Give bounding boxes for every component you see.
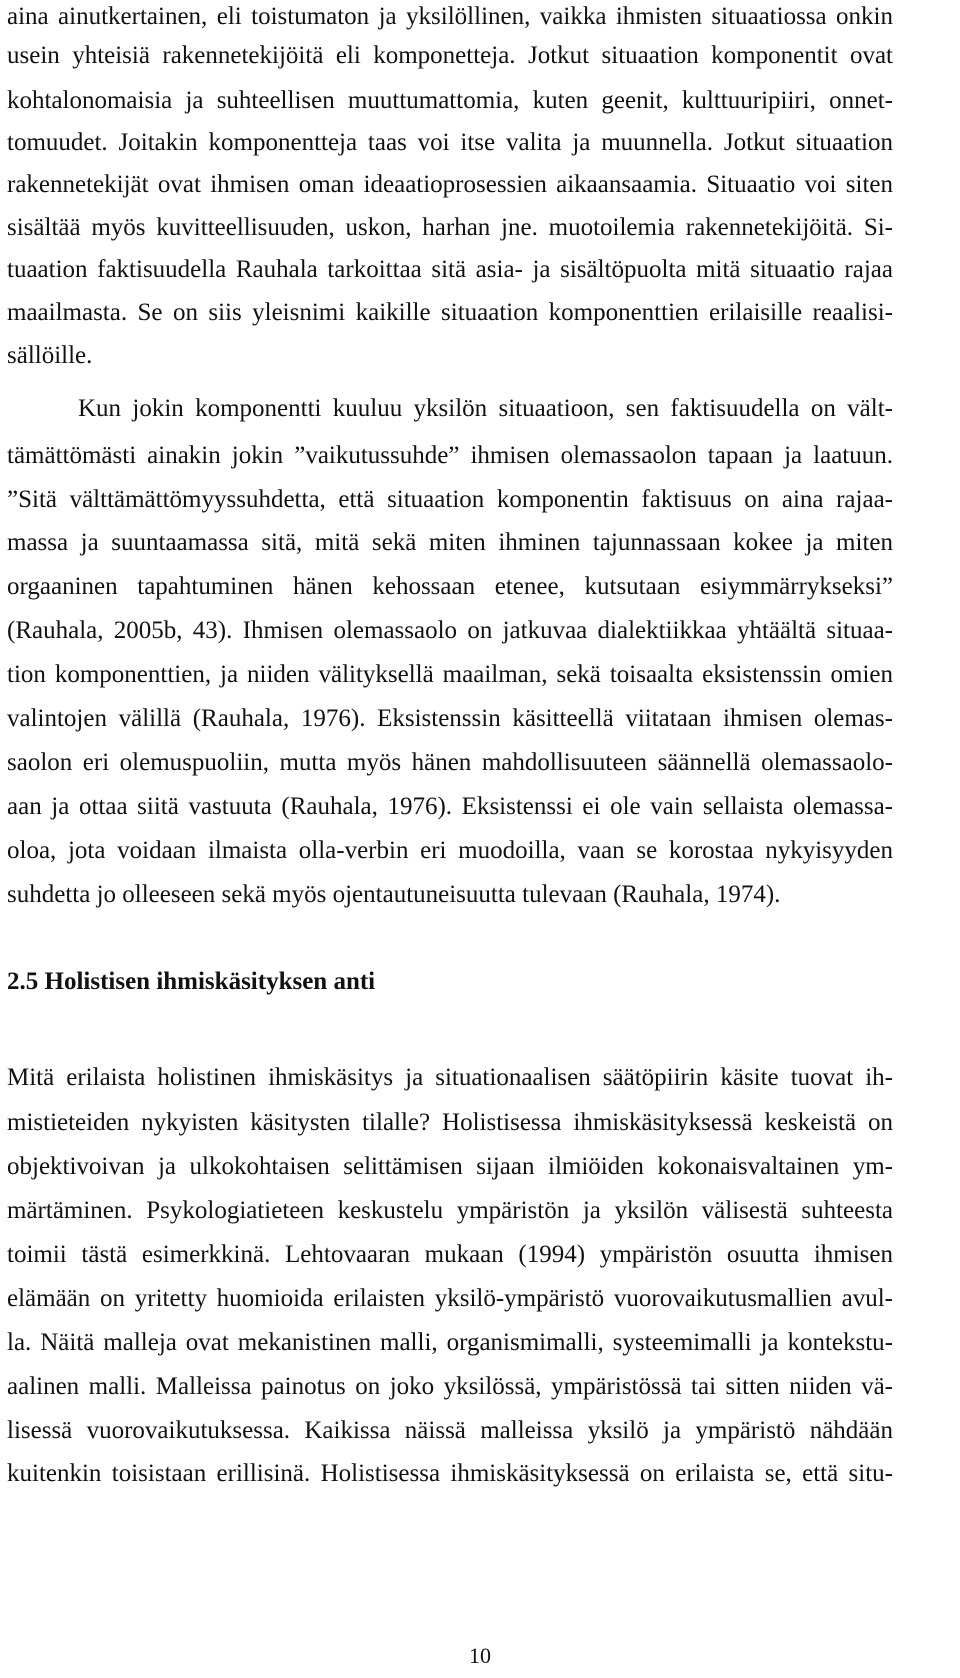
text-line: tomuudet. Joitakin komponentteja taas voi itse valita ja muunnella. Jotkut situaation: [7, 129, 893, 156]
text-line: märtäminen. Psykologiatieteen keskustelu ympäristön ja yksilön välisestä suhteesta: [7, 1197, 893, 1224]
page-number: 10: [469, 1643, 491, 1668]
text-line: mistieteiden nykyisten käsitysten tilalle? Holistisessa ihmiskäsityksessä keskeistä on: [7, 1109, 893, 1136]
text-line: tion komponenttien, ja niiden välityksellä maailman, sekä toisaalta eksistenssin omien: [7, 661, 893, 688]
text-line: la. Näitä malleja ovat mekanistinen malli, organismimalli, systeemimalli ja kontekstu-: [7, 1329, 893, 1356]
text-line: tämättömästi ainakin jokin ”vaikutussuhde” ihmisen olemassaolon tapaan ja laatuun.: [7, 442, 893, 469]
text-line: maailmasta. Se on siis yleisnimi kaikille situaation komponenttien erilaisille reaalisi-: [7, 299, 893, 326]
text-line: suhdetta jo olleeseen sekä myös ojentautuneisuutta tulevaan (Rauhala, 1974).: [7, 881, 781, 908]
text-line: kuitenkin toisistaan erillisinä. Holistisessa ihmiskäsityksessä on erilaista se, että situ-: [7, 1460, 893, 1487]
text-line: toimii tästä esimerkkinä. Lehtovaaran mukaan (1994) ympäristön osuutta ihmisen: [7, 1241, 893, 1268]
text-line: tuaation faktisuudella Rauhala tarkoittaa sitä asia- ja sisältöpuolta mitä situaatio rajaa: [7, 256, 893, 283]
text-line: (Rauhala, 2005b, 43). Ihmisen olemassaolo on jatkuvaa dialektiikkaa yhtäältä situaa-: [7, 617, 893, 644]
text-line: ”Sitä välttämättömyyssuhdetta, että situaation komponentin faktisuus on aina rajaa-: [7, 486, 893, 513]
text-line: valintojen välillä (Rauhala, 1976). Eksistenssin käsitteellä viitataan ihmisen olemas-: [7, 705, 893, 732]
text-line: lisessä vuorovaikutuksessa. Kaikissa näissä malleissa yksilö ja ympäristö nähdään: [7, 1417, 893, 1444]
text-line: massa ja suuntaamassa sitä, mitä sekä miten ihminen tajunnassaan kokee ja miten: [7, 529, 893, 556]
text-line: sisältää myös kuvitteellisuuden, uskon, harhan jne. muotoilemia rakennetekijöitä. Si-: [7, 214, 893, 241]
text-line: usein yhteisiä rakennetekijöitä eli komponetteja. Jotkut situaation komponentit ovat: [7, 42, 893, 69]
text-line: objektivoivan ja ulkokohtaisen selittämisen sijaan ilmiöiden kokonaisvaltainen ym-: [7, 1153, 893, 1180]
section-heading: 2.5 Holistisen ihmiskäsityksen anti: [7, 968, 376, 995]
text-line: Kun jokin komponentti kuuluu yksilön situaatioon, sen faktisuudella on vält-: [78, 395, 893, 422]
text-line: rakennetekijät ovat ihmisen oman ideaatioprosessien aikaansaamia. Situaatio voi siten: [7, 171, 893, 198]
text-line: aan ja ottaa siitä vastuuta (Rauhala, 1976). Eksistenssi ei ole vain sellaista olemassa-: [7, 793, 893, 820]
text-line: aalinen malli. Malleissa painotus on joko yksilössä, ympäristössä tai sitten niiden vä-: [7, 1373, 893, 1400]
text-line: oloa, jota voidaan ilmaista olla-verbin eri muodoilla, vaan se korostaa nykyisyyden: [7, 837, 893, 864]
text-line: aina ainutkertainen, eli toistumaton ja yksilöllinen, vaikka ihmisten situaatiossa onkin: [7, 3, 893, 30]
text-line: Mitä erilaista holistinen ihmiskäsitys ja situationaalisen säätöpiirin käsite tuovat ih-: [7, 1064, 893, 1091]
text-line: sällöille.: [7, 342, 93, 369]
text-line: orgaaninen tapahtuminen hänen kehossaan etenee, kutsutaan esiymmärrykseksi”: [7, 573, 893, 600]
text-line: elämään on yritetty huomioida erilaisten yksilö-ympäristö vuorovaikutusmallien avul-: [7, 1285, 893, 1312]
text-line: saolon eri olemuspuoliin, mutta myös hänen mahdollisuuteen säännellä olemassaolo-: [7, 749, 893, 776]
text-line: kohtalonomaisia ja suhteellisen muuttumattomia, kuten geenit, kulttuuripiiri, onnet-: [7, 87, 893, 114]
